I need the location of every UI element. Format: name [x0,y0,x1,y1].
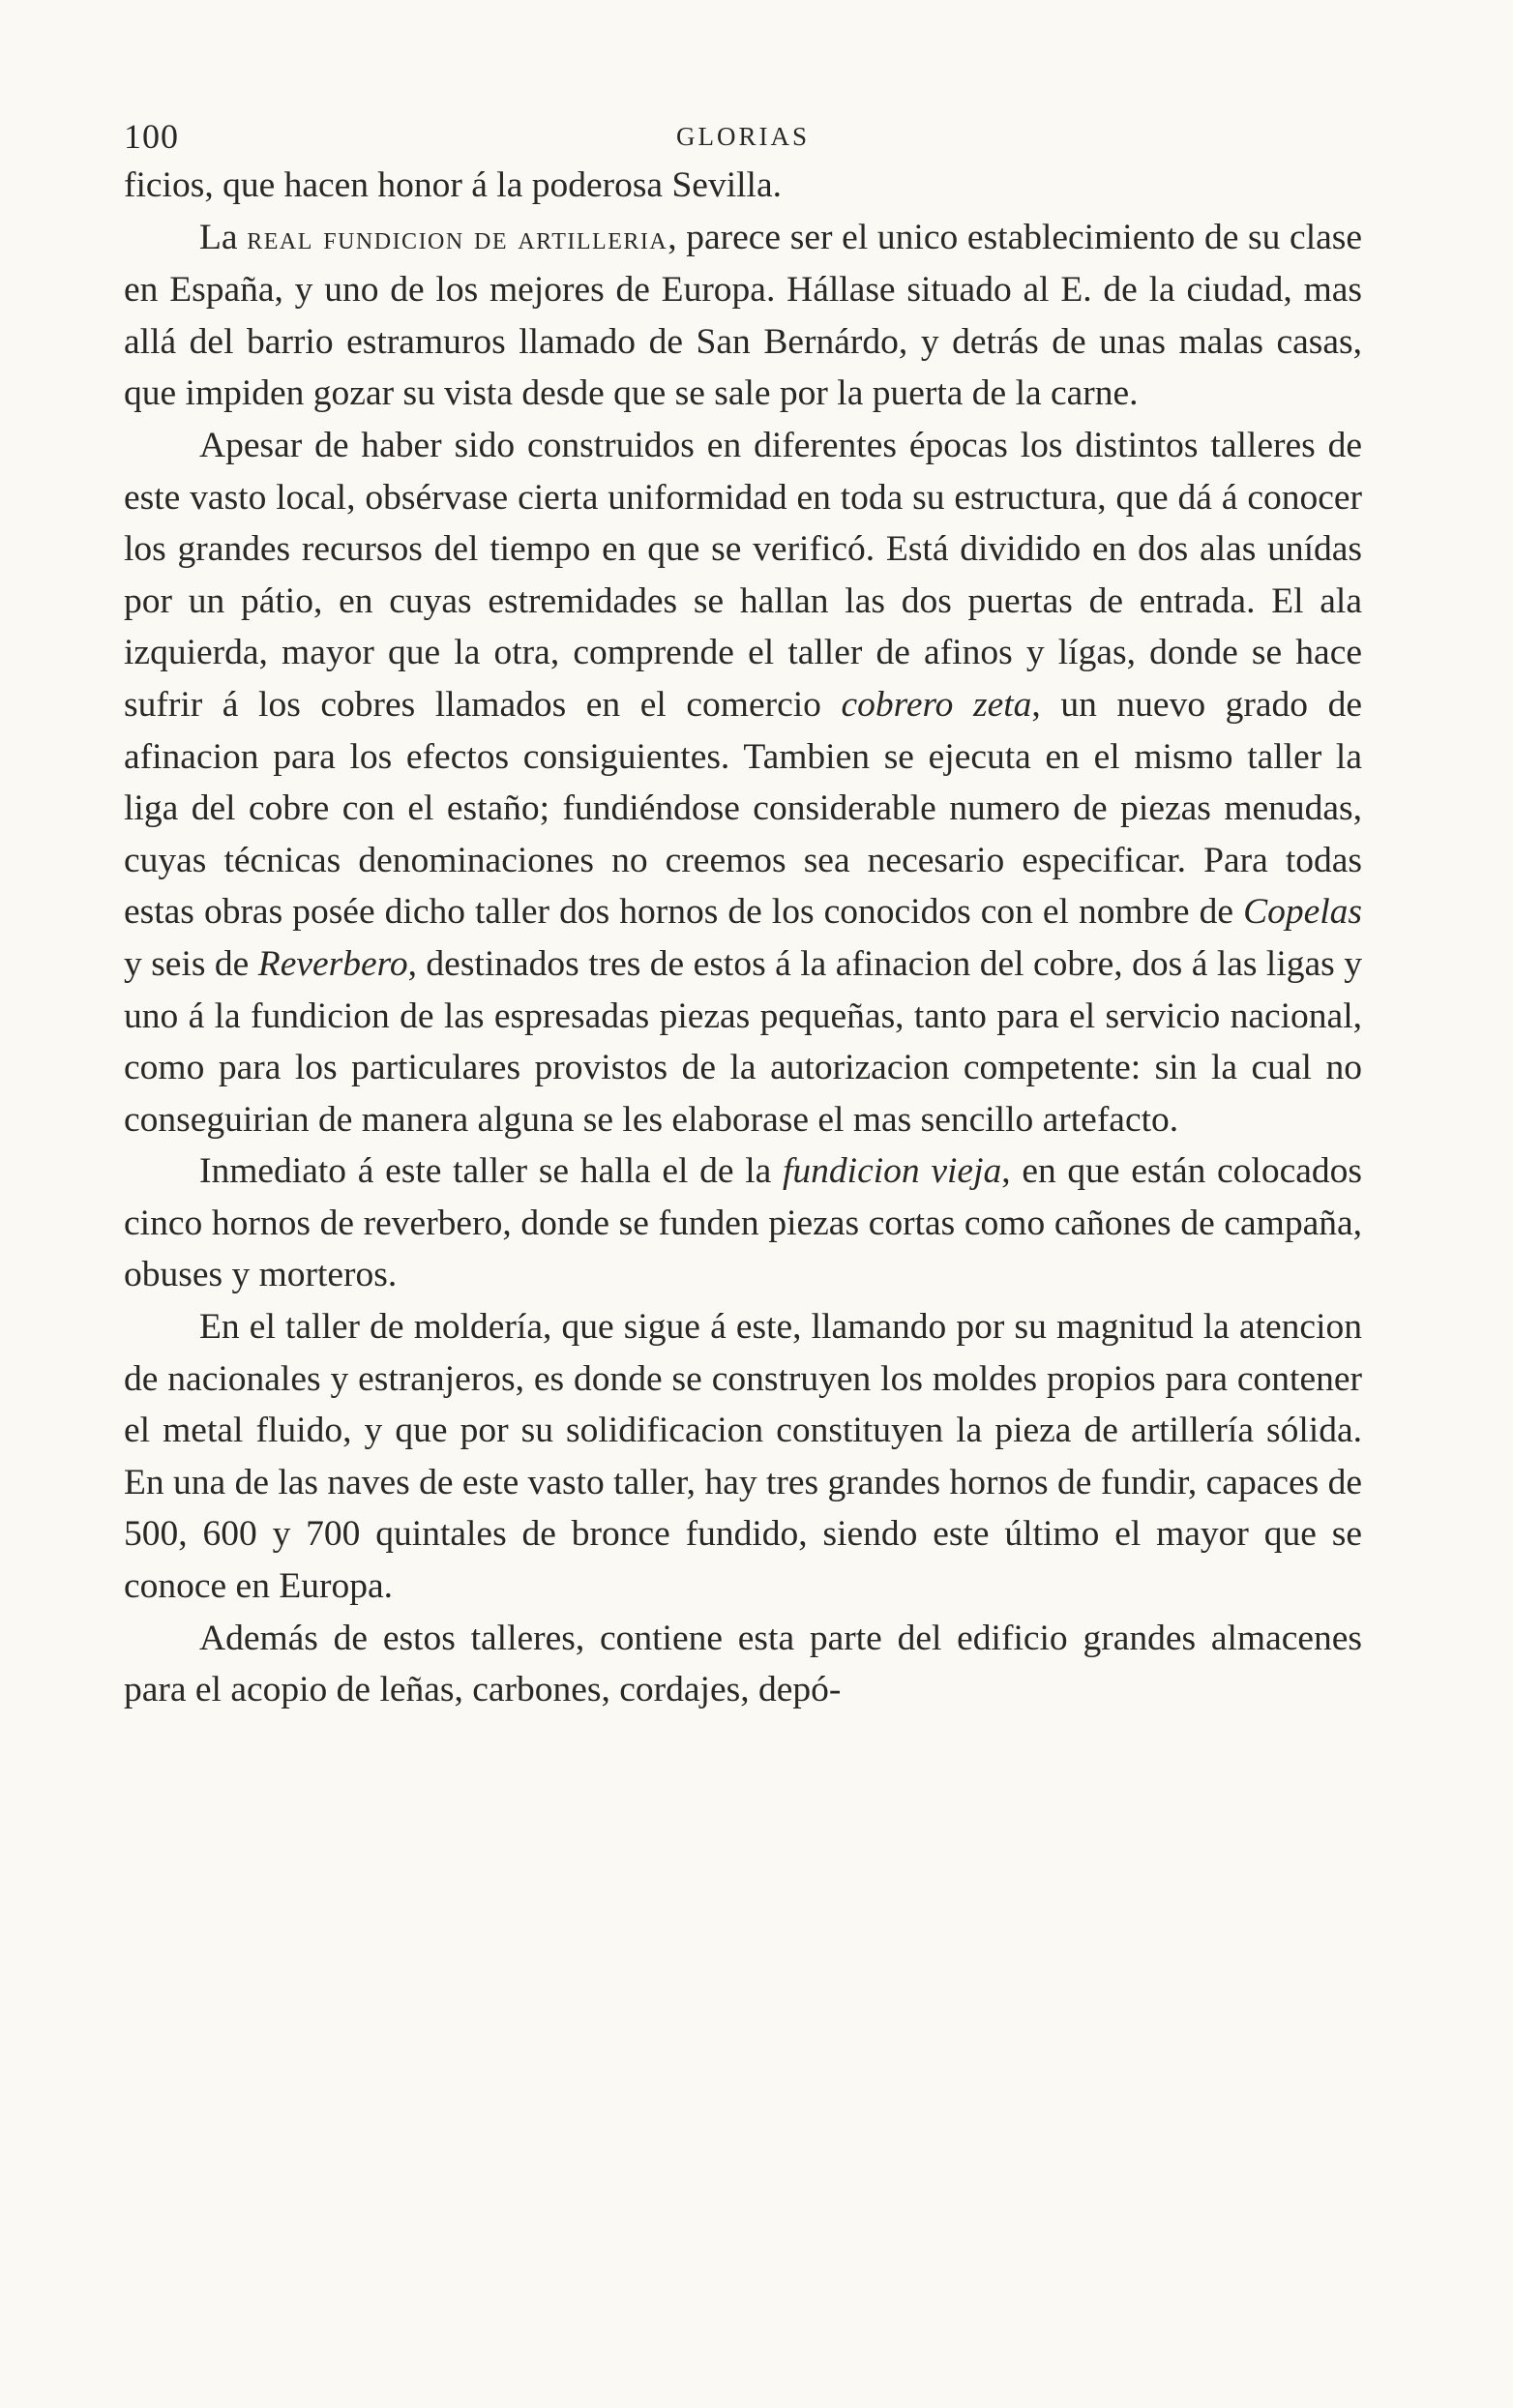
text-run: En el taller de moldería, que sigue á este, llamando por su magnitud la atencion de nacionales y estranjeros, es donde se construyen los moldes propios para contener el metal fluido, y que por su solidificacion constituyen la pieza de artillería sólida. En una de las naves de este vasto taller, hay tres grandes hornos de fundir, capaces de 500, 600 y 700 quintales de bronce fundido, siendo este último el mayor que se conoce en Europa. [124,1307,1362,1607]
smallcaps-run: real fundicion de artilleria [247,220,668,256]
paragraph-molderia [124,1301,1362,1613]
italic-run: Copelas [1243,892,1363,933]
text-run: y seis de [124,943,250,984]
body-text [124,160,1362,1716]
paragraph-almacenes [124,1613,1362,1716]
text-run: La [199,217,238,257]
text-run: , parece ser el unico establecimiento de su clase en España, y uno de los mejores de Europa. Hállase situado al E. de la ciudad, mas allá del barrio estramuros llamado de San Bernárdo, y detrás de unas malas casas, que impiden gozar su vista desde que se sale por la puerta de la carne. [124,217,1362,414]
paragraph-fundicion [124,212,1362,420]
text-run: Además de estos talleres, contiene esta parte del edificio grandes almacenes para el acopio de leñas, carbones, cordajes, depó- [124,1618,1362,1710]
text-run: , destinados tres de estos á la afinacion del cobre, dos á las ligas y uno á la fundicion de las espresadas piezas pequeñas, tanto para el servicio nacional, como para los particulares provistos de la autorizacion competente: sin la cual no conseguirian de manera alguna se les elaborase el mas sencillo artefacto. [124,943,1362,1140]
paragraph-fundicion-vieja [124,1145,1362,1301]
italic-run: fundicion vieja [783,1151,1002,1192]
paragraph-talleres [124,420,1362,1145]
text-run: ficios, que hacen honor á la poderosa Sevilla. [124,165,782,205]
text-run: , en que están colocados cinco hornos de reverbero, donde se funden piezas cortas como cañones de campaña, obuses y morteros. [124,1151,1362,1295]
page-number: 100 [124,117,179,156]
running-title: GLORIAS [675,122,810,151]
running-head [124,116,1362,164]
text-run: Apesar de haber sido construidos en diferentes épocas los distintos talleres de este vasto local, obsérvase cierta uniformidad en toda su estructura, que dá á conocer los grandes recursos del tiempo en que se verificó. Está dividido en dos alas unídas por un pátio, en cuyas estremidades se hallan las dos puertas de entrada. El ala izquierda, mayor que la otra, comprende el taller de afinos y lígas, donde se hace sufrir á los cobres llamados en el comercio [124,425,1362,725]
text-run: , un nuevo grado de afinacion para los efectos consiguientes. Tambien se ejecuta en el mismo taller la liga del cobre con el estaño; fundiéndose considerable numero de piezas menudas, cuyas técnicas denominaciones no creemos sea necesario especificar. Para todas estas obras posée dicho taller dos hornos de los conocidos con el nombre de [124,684,1363,933]
italic-run: cobrero zeta [841,684,1032,725]
text-run: Inmediato á este taller se halla el de la [199,1151,772,1192]
italic-run: Reverbero [257,943,408,984]
paragraph-continuation [124,160,1362,212]
